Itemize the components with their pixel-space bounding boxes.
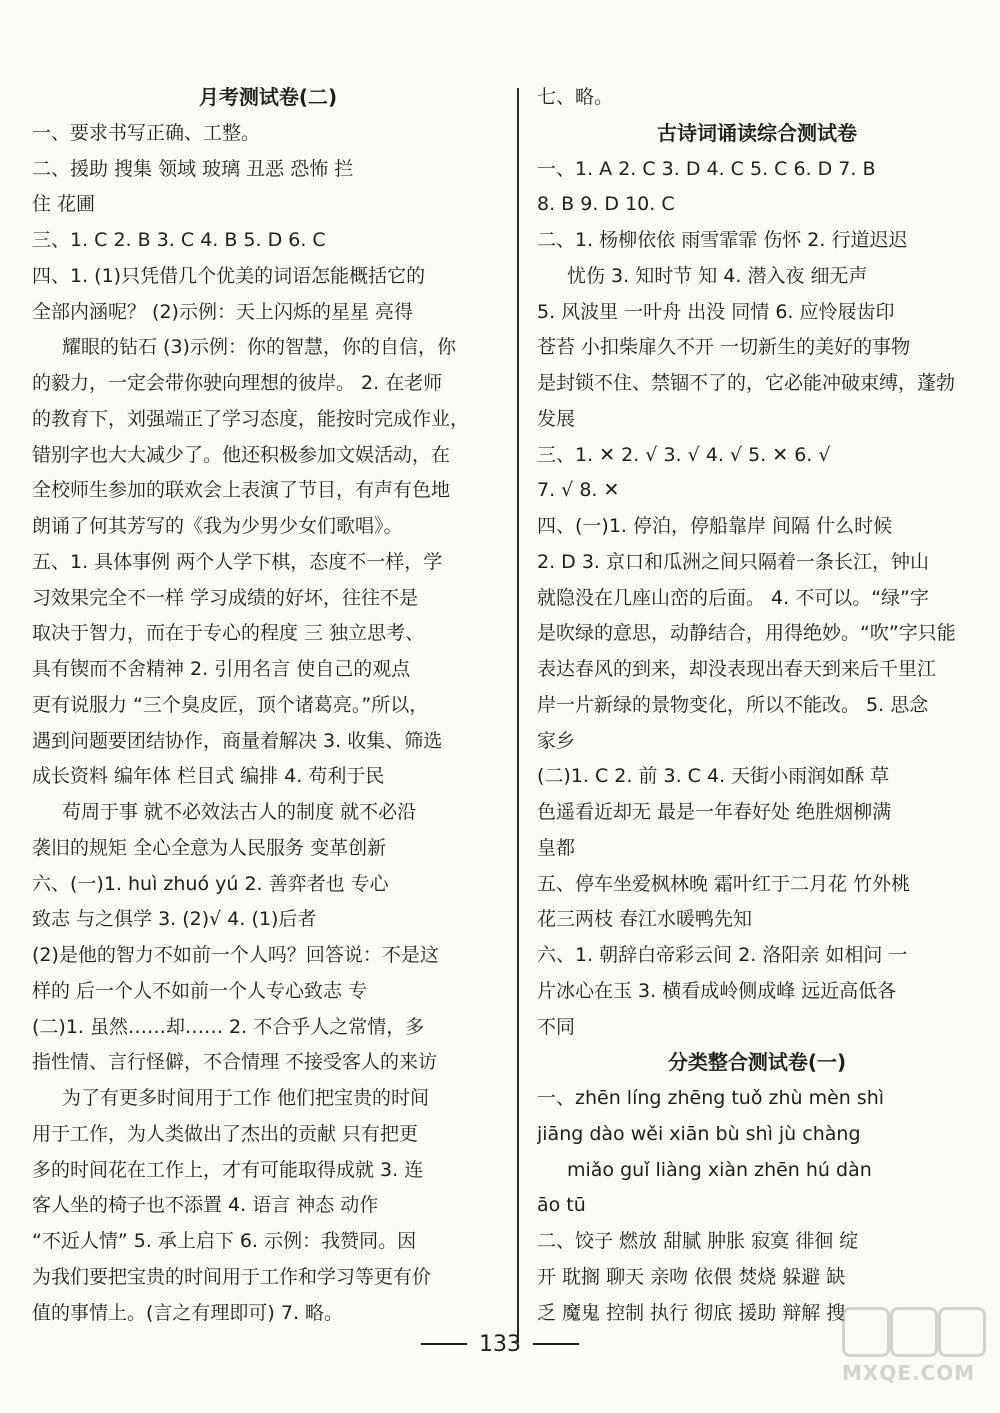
answer-line: 苟周于事 就不必效法古人的制度 就不必沿 (62, 801, 417, 823)
answer-line: 五、停车坐爱枫林晚 霜叶红于二月花 竹外桃 (537, 872, 911, 895)
watermark (836, 1303, 986, 1393)
answer-line: āo tū (537, 1194, 586, 1217)
answer-line: 花三两枝 春江水暖鸭先知 (537, 908, 753, 931)
answer-line: 就隐没在几座山峦的后面。 4. 不可以。“绿”字 (537, 586, 929, 609)
right-column (537, 80, 977, 1331)
answer-line: 色遥看近却无 最是一年春好处 绝胜烟柳满 (537, 801, 892, 823)
answer-line: 用于工作，为人类做出了杰出的贡献 只有把更 (32, 1122, 419, 1145)
answer-stamp-icon (842, 1307, 890, 1357)
footer-dash-left (421, 1343, 467, 1345)
answer-line: 客人坐的椅子也不添置 4. 语言 神态 动作 (32, 1194, 379, 1217)
answer-line: 的毅力，一定会带你驶向理想的彼岸。 2. 在老师 (32, 372, 443, 394)
answer-line: 乏 魔鬼 控制 执行 彻底 援助 辩解 搜 (537, 1301, 846, 1324)
answer-line: 住 花圃 (32, 193, 96, 216)
answer-line: 皇都 (537, 836, 576, 859)
answer-line: 为我们要把宝贵的时间用于工作和学习等更有价 (32, 1265, 432, 1288)
answer-line: 习效果完全不一样 学习成绩的好坏，往往不是 (32, 586, 419, 609)
answer-line: 片冰心在玉 3. 横看成岭侧成峰 远近高低各 (537, 979, 897, 1002)
section-title: 古诗词诵读综合测试卷 (657, 120, 857, 145)
answer-line: 家乡 (537, 729, 576, 752)
answer-line: miǎo guǐ liàng xiàn zhēn hú dàn (567, 1158, 872, 1181)
footer-dash-right (533, 1343, 579, 1345)
answer-line: 7. √ 8. ✕ (537, 479, 620, 502)
answer-line: 8. B 9. D 10. C (537, 193, 675, 216)
section-title: 月考测试卷(二) (198, 85, 338, 109)
answer-line: 是封锁不住、禁锢不了的，它必能冲破束缚，蓬勃 (537, 372, 956, 394)
answer-line: 二、1. 杨柳依依 雨雪霏霏 伤怀 2. 行道迟迟 (537, 229, 908, 251)
answer-line: (2)是他的智力不如前一个人吗？回答说：不是这 (32, 944, 439, 966)
answer-line: 值的事情上。(言之有理即可) 7. 略。 (32, 1301, 344, 1324)
answer-line: 苍苔 小扣柴扉久不开 一切新生的美好的事物 (537, 336, 911, 359)
column-divider (517, 88, 519, 1343)
answer-line: 二、援助 搜集 领域 玻璃 丑恶 恐怖 拦 (32, 157, 354, 180)
answer-line: 朗诵了何其芳写的《我为少男少女们歌唱》。 (32, 515, 403, 537)
answer-line: 为了有更多时间用于工作 他们把宝贵的时间 (62, 1087, 430, 1109)
answer-line: 更有说服力 “三个臭皮匠，顶个诸葛亮。”所以， (32, 693, 429, 716)
answer-line: 六、(一)1. huì zhuó yú 2. 善弈者也 专心 (32, 872, 389, 895)
answer-line: 5. 风波里 一叶舟 出没 同情 6. 应怜屐齿印 (537, 300, 895, 323)
answer-line: 七、略。 (537, 86, 614, 108)
answer-line: 四、(一)1. 停泊，停船靠岸 间隔 什么时候 (537, 515, 893, 537)
answer-line: 表达春风的到来，却没表现出春天到来后千里江 (537, 658, 937, 680)
answer-line: 不同 (537, 1015, 576, 1038)
page-number: 133 (479, 1331, 521, 1357)
answer-line: 六、1. 朝辞白帝彩云间 2. 洛阳亲 如相问 一 (537, 944, 908, 966)
watermark-text: MXQE.COM (842, 1361, 976, 1385)
answer-line: 2. D 3. 京口和瓜洲之间只隔着一条长江，钟山 (537, 550, 930, 573)
answer-line: 成长资料 编年体 栏目式 编排 4. 苟利于民 (32, 765, 385, 788)
answer-line: 五、1. 具体事例 两个人学下棋，态度不一样，学 (32, 550, 443, 573)
answer-line: 指性情、言行怪僻，不合情理 不接受客人的来访 (32, 1051, 438, 1074)
answer-line: 具有锲而不舍精神 2. 引用名言 使自己的观点 (32, 658, 411, 680)
answer-line: 岸一片新绿的景物变化，所以不能改。 5. 思念 (537, 693, 929, 716)
answer-line: jiāng dào wěi xiān bù shì jù chàng (537, 1122, 861, 1145)
answer-line: 一、1. A 2. C 3. D 4. C 5. C 6. D 7. B (537, 157, 876, 180)
answer-line: 全校师生参加的联欢会上表演了节目，有声有色地 (32, 479, 451, 502)
answer-line: 是吹绿的意思，动静结合，用得绝妙。“吹”字只能 (537, 622, 956, 645)
answer-line: 二、饺子 燃放 甜腻 肿胀 寂寞 徘徊 绽 (537, 1230, 859, 1252)
answer-line: 忧伤 3. 知时节 知 4. 潜入夜 细无声 (567, 264, 868, 287)
answer-line: 多的时间花在工作上，才有可能取得成就 3. 连 (32, 1158, 424, 1181)
answer-line: 发展 (537, 407, 576, 430)
answer-line: 四、1. (1)只凭借几个优美的词语怎能概括它的 (32, 264, 426, 287)
answer-stamp-icon (890, 1307, 938, 1357)
answer-line: 取决于智力，而在于专心的程度 三 独立思考、 (32, 622, 425, 645)
answer-line: 一、要求书写正确、工整。 (32, 121, 261, 144)
answer-line: 耀眼的钻石 (3)示例：你的智慧，你的自信，你 (62, 336, 456, 359)
answer-line: 遇到问题要团结协作，商量着解决 3. 收集、筛选 (32, 729, 443, 752)
answer-line: 开 耽搁 聊天 亲吻 依偎 焚烧 躲避 缺 (537, 1265, 846, 1288)
answer-line: 的教育下，刘强端正了学习态度，能按时完成作业， (32, 407, 470, 430)
answer-line: 一、zhēn líng zhēng tuǒ zhù mèn shì (537, 1087, 885, 1109)
answer-line: (二)1. C 2. 前 3. C 4. 天街小雨润如酥 草 (537, 765, 890, 788)
answer-line: “不近人情” 5. 承上启下 6. 示例：我赞同。因 (32, 1230, 417, 1252)
left-column (32, 80, 504, 1331)
answer-stamp-icon (938, 1307, 986, 1357)
answer-line: 袭旧的规矩 全心全意为人民服务 变革创新 (32, 836, 387, 859)
section-title: 分类整合测试卷(一) (667, 1050, 847, 1075)
answer-line: 致志 与之俱学 3. (2)√ 4. (1)后者 (32, 908, 317, 931)
answer-line: 全部内涵呢？ (2)示例：天上闪烁的星星 亮得 (32, 300, 413, 323)
answer-line: 样的 后一个人不如前一个人专心致志 专 (32, 979, 368, 1002)
answer-line: (二)1. 虽然……却…… 2. 不合乎人之常情，多 (32, 1015, 425, 1038)
answer-line: 三、1. ✕ 2. √ 3. √ 4. √ 5. ✕ 6. √ (537, 443, 831, 466)
answer-line: 错别字也大大减少了。他还积极参加文娱活动，在 (32, 443, 451, 466)
answer-line: 三、1. C 2. B 3. C 4. B 5. D 6. C (32, 229, 326, 251)
